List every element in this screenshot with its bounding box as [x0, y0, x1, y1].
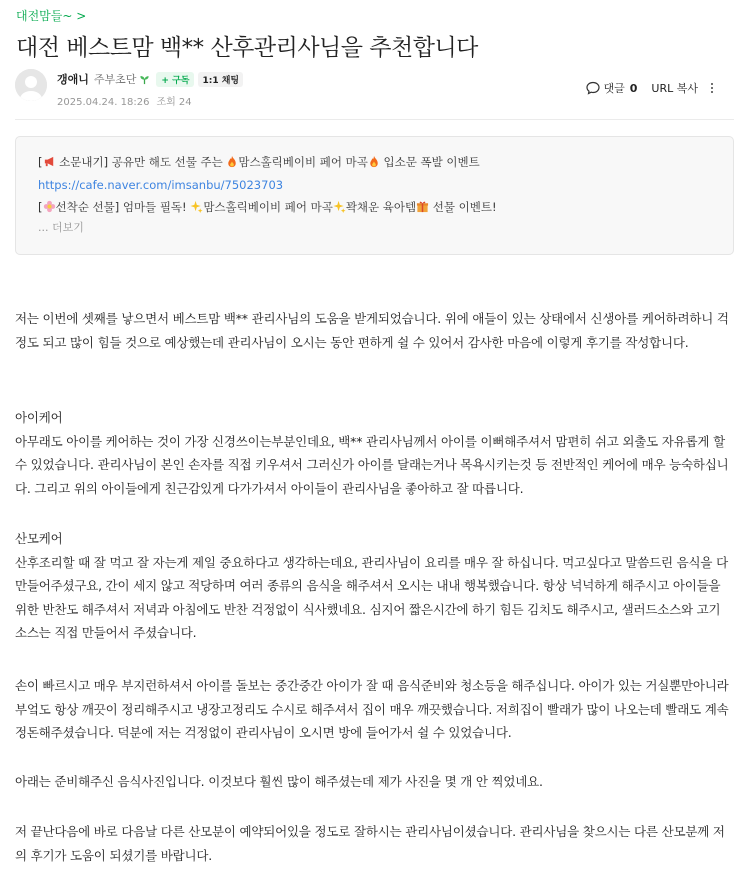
notice-text: 선착순 선물] 엄마들 필독! [55, 200, 191, 214]
notice-text: 소문내기] 공유만 해도 선물 주는 [55, 155, 227, 169]
notice-text: 맘스홀릭베이비 페어 마곡 [203, 200, 333, 214]
sprout-icon [139, 74, 150, 85]
content-paragraph-closing: 저 끝난다음에 바로 다음날 다른 산모분이 예약되어있을 정도로 잘하시는 관리사님이셨습니다. 관리사님을 찾으시는 다른 산모분께 저의 후기가 도움이 되셨기를 바랍니다. [15, 824, 725, 863]
fire-icon [226, 155, 238, 168]
author-level: 주부초단 [93, 73, 137, 86]
notice-box [15, 136, 734, 255]
comment-label: 댓글 [603, 82, 625, 95]
view-count: 조회 24 [156, 97, 192, 108]
post-date: 2025.04.24. 18:26 [57, 97, 150, 108]
chat-button[interactable]: 1:1 채팅 [198, 72, 243, 87]
content-paragraph-intro: 저는 이번에 셋째를 낳으면서 베스트맘 백** 관리사님의 도움을 받게되었습니다. 위에 애들이 있는 상태에서 신생아를 케어하려하니 걱정도 되고 많이 힘들 것으로 예상했는데 관리사님이 오시는 동안 편하게 쉴 수 있어서 감사한 마음에 이렇게 후기를 작성합니다. [15, 311, 729, 350]
sparkle-icon [190, 200, 203, 213]
author-nickname[interactable]: 갱애니 [57, 73, 89, 86]
follow-button[interactable]: + 구독 [156, 72, 194, 87]
notice-more-button[interactable]: ... 더보기 [38, 221, 84, 234]
url-copy-button[interactable]: URL 복사 [651, 82, 698, 95]
content-section-mother-care [15, 527, 735, 645]
content-paragraph-housework: 손이 빠르시고 매우 부지런하셔서 아이를 돌보는 중간중간 아이가 잘 때 음식준비와 청소등을 해주십니다. 아이가 있는 거실뿐만아니라 부엌도 항상 깨끗이 정리해주시고 냉장고정리도 수시로 해주셔서 집이 매우 깨끗했습니다. 저희집이 빨래가 많이 나오는데 빨래도 계속 정돈해주셨습니다. 덕분에 저는 걱정없이 관리사님이 오시면 방에 들어가서 쉴 수 있었습니다. [15, 678, 729, 740]
post-tools [586, 80, 719, 96]
notice-text: 맘스홀릭베이비 페어 마곡 [238, 155, 368, 169]
notice-bracket: [ [38, 155, 43, 169]
author-info [57, 71, 243, 87]
fire-icon [368, 155, 380, 168]
gift-icon [416, 200, 429, 213]
board-link[interactable]: 대전맘들~ > [16, 9, 87, 23]
section-text: 아무래도 아이를 케어하는 것이 가장 신경쓰이는부분인데요, 백** 관리사님께서 아이를 이뻐해주셔서 맘편히 쉬고 외출도 자유롭게 할 수 있었습니다. 관리사님이 본인 손자를 직접 키우셔서 그러신가 아이를 달래는거나 목욕시키는것 등 전반적인 케어에 매우 능숙하십니다. 그리고 위의 아이들에게 친근감있게 다가가셔서 아이들이 관리사님을 좋아하고 잘 따릅니다. [15, 433, 729, 496]
notice-text: 입소문 폭발 이벤트 [379, 155, 480, 169]
section-heading: 산모케어 [15, 531, 63, 546]
section-heading: 아이케어 [15, 410, 63, 425]
megaphone-icon [43, 155, 56, 168]
comment-icon [586, 81, 600, 95]
comment-count: 0 [629, 81, 638, 95]
comment-button[interactable] [586, 80, 638, 96]
notice-bracket: [ [38, 200, 43, 214]
post-meta [57, 93, 192, 108]
page-title: 대전 베스트맘 백** 산후관리사님을 추천합니다 [16, 35, 478, 61]
content-section-baby-care [15, 406, 735, 500]
content-paragraph-photos: 아래는 준비해주신 음식사진입니다. 이것보다 훨씬 많이 해주셨는데 제가 사진을 몇 개 안 찍었네요. [15, 774, 543, 789]
avatar-placeholder-icon [15, 69, 47, 101]
notice-line-3[interactable] [38, 199, 497, 215]
notice-line-1[interactable] [38, 154, 480, 170]
sparkle-icon [333, 200, 346, 213]
more-icon[interactable] [706, 82, 718, 94]
section-text: 산후조리할 때 잘 먹고 잘 자는게 제일 중요하다고 생각하는데요, 관리사님이 요리를 매우 잘 하십니다. 먹고싶다고 말씀드린 음식을 다 만들어주셨구요, 간이 세지 않고 적당하며 여러 종류의 음식을 해주셔서 오시는 내내 행복했습니다. 항상 넉넉하게 해주시고 아이들을 위한 반찬도 해주셔서 저녁과 아침에도 반찬 걱정없이 식사했네요. 심지어 짧은시간에 하기 힘든 김치도 해주시고, 샐러드소스와 고기 소스는 직접 만들어서 주셨습니다. [15, 554, 728, 640]
header-divider [15, 119, 734, 120]
notice-text: 선물 이벤트! [429, 200, 497, 214]
avatar[interactable] [15, 69, 47, 101]
notice-link[interactable]: https://cafe.naver.com/imsanbu/75023703 [38, 178, 284, 192]
notice-text: 꽉채운 육아템 [345, 200, 417, 214]
flower-icon [43, 200, 56, 213]
